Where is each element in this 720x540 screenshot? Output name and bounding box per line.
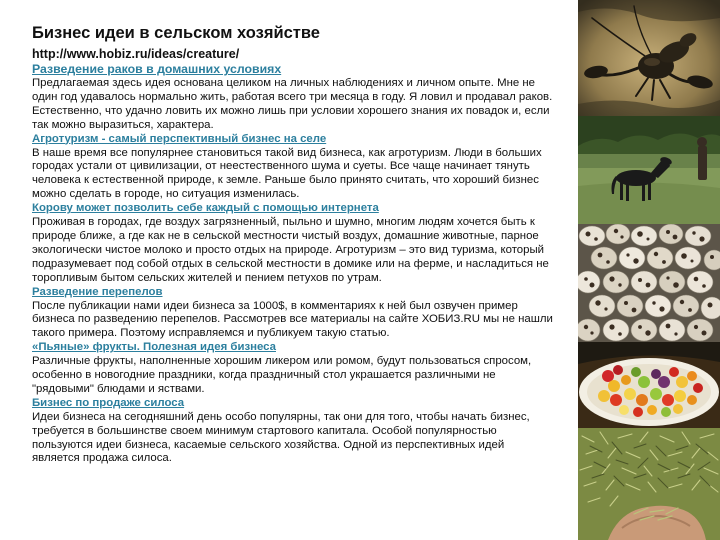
section-text-agrotourism: В наше время все популярнее становиться такой вид бизнеса, как агротуризм. Люди в больших городах устали от цивилизации, от неестественного шума и суеты. Все чаще начинает тянуть человека к естественной природе, к земле. Раньше было принято считать, что хороший бизнес можно сделать в городе, но ситуация изменилась.: [32, 146, 542, 201]
silage-photo: [578, 428, 720, 540]
heading-link-crayfish[interactable]: Разведение раков в домашних условиях: [32, 62, 282, 76]
section-text-quail: После публикации нами идеи бизнеса за 1000$, в комментариях к ней был озвучен пример бизнеса по разведению перепелов. Рассмотрев все материалы на сайте ХОБИЗ.RU мы не нашли такого примера. Поэтому исправляемся и публикуем такую статью.: [32, 299, 553, 340]
section-quail: [32, 286, 554, 342]
heading-link-drunk-fruits[interactable]: «Пьяные» фрукты. Полезная идея бизнеса: [32, 341, 276, 354]
section-text-drunk-fruits: Различные фрукты, наполненные хорошим ликером или ромом, будут пользоваться спросом, особенно в новогодние праздники, когда праздничный стол украшается различными не "рядовыми" блюдами и яствами.: [32, 355, 532, 395]
section-agrotourism: [32, 133, 554, 203]
section-drunk-fruits: [32, 341, 554, 397]
section-cow: [32, 202, 554, 285]
source-url: http://www.hobiz.ru/ideas/creature/: [32, 47, 240, 61]
section-text-silage: Идеи бизнеса на сегодняшний день особо популярны, так они для того, чтобы начать бизнес, требуется в большинстве своем минимум стартового капитала. Особой популярностью пользуются идеи бизнеса, касаемые сельского хозяйства. Одной из перспективных идей является продажа силоса.: [32, 410, 530, 465]
heading-link-silage[interactable]: Бизнес по продаже силоса: [32, 396, 185, 409]
photo-column: [578, 0, 720, 540]
crayfish-photo: [578, 0, 720, 116]
heading-link-quail[interactable]: Разведение перепелов: [32, 285, 163, 298]
section-silage: [32, 397, 554, 467]
section-crayfish: [32, 62, 554, 133]
slide-content: [32, 22, 554, 466]
fruit-platter-photo: [578, 342, 720, 428]
heading-link-cow[interactable]: Корову может позволить себе каждый с помощью интернета: [32, 202, 379, 215]
heading-link-agrotourism[interactable]: Агротуризм - самый перспективный бизнес на селе: [32, 132, 327, 145]
quail-eggs-photo: [578, 224, 720, 342]
section-text-cow: Проживая в городах, где воздух загрязненный, пыльно и шумно, многим людям хочется быть к природе ближе, а где как не в сельской местности чистый воздух, домашние животные, парное экологически чистое молоко и просто отдых на природе. Агротуризм – это вид туризма, который подразумевает под собой отдых в сельской местности в домике или на ферме, и насладиться не торопливым бытом сельских жителей и пением петухов по утрам.: [32, 216, 549, 284]
page-title: Бизнес идеи в сельском хозяйстве: [32, 24, 320, 42]
section-text-crayfish: Предлагаемая здесь идея основана целиком на личных наблюдениях и личном опыте. Мне не один год удавалось нормально жить, работая всего три месяца в году. Я ловил и продавал раков. Естественно, что удачно ловить их можно лишь при условии хорошего знания их повадок и, если так можно выразиться, характера.: [32, 77, 553, 131]
horse-photo: [578, 116, 720, 224]
